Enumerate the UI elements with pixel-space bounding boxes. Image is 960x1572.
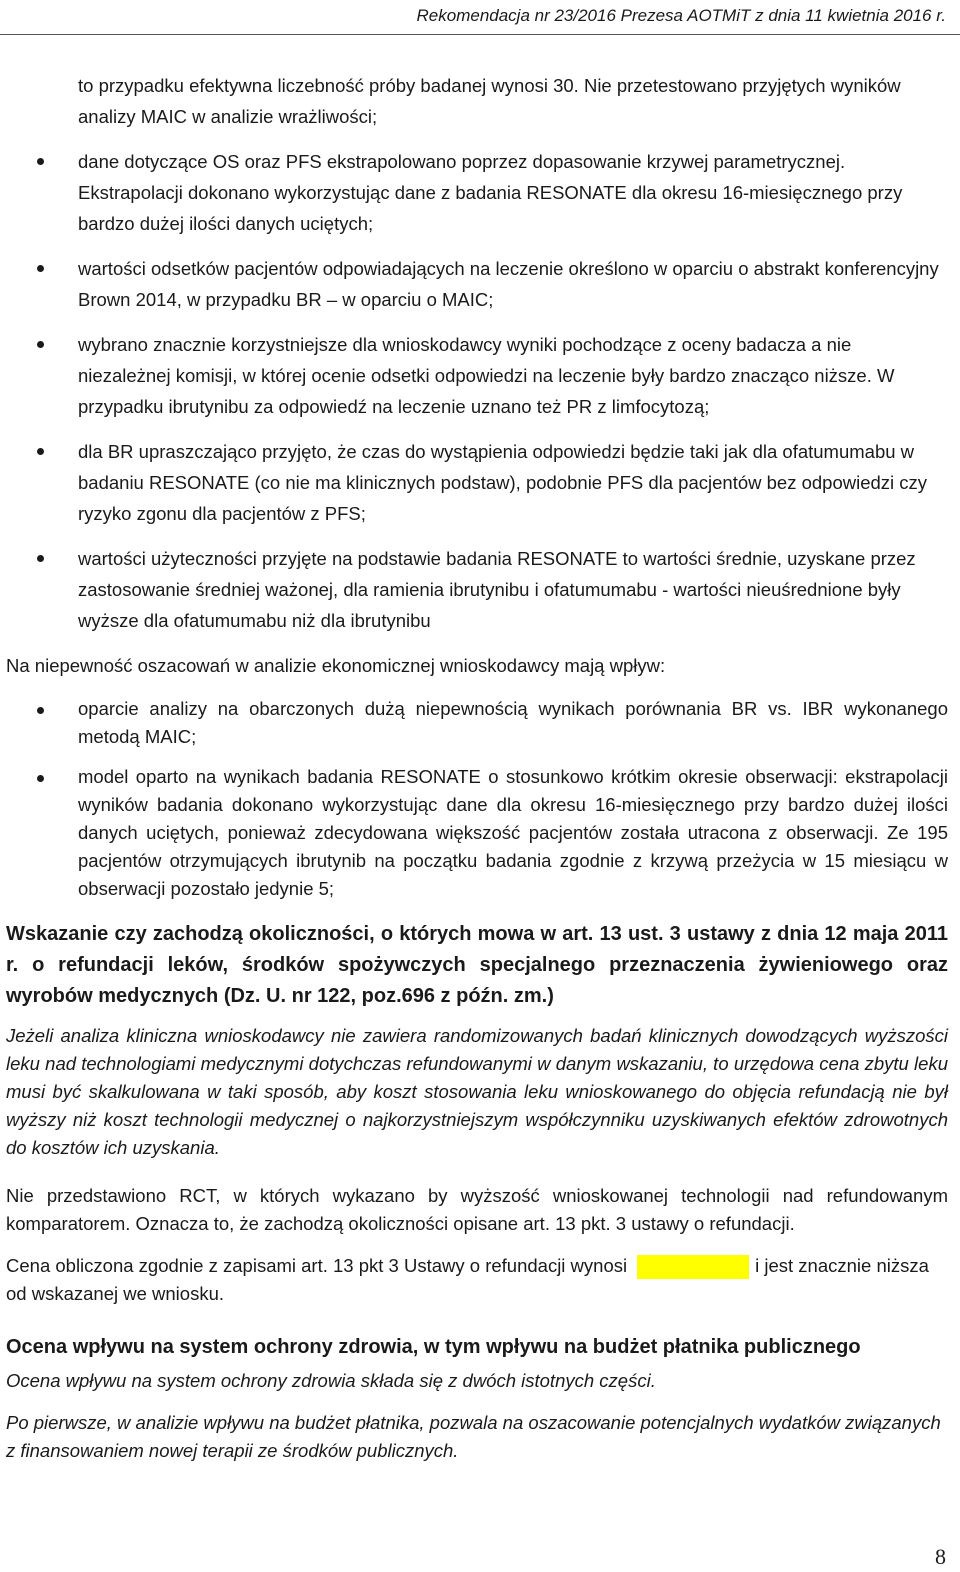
list-item-text: dla BR upraszczająco przyjęto, że czas do wystąpienia odpowiedzi będzie taki jak dla ofatumumabu w badaniu RESONATE (co nie ma klinicznych podstaw), podobnie PFS dla pacjentów bez odpowiedzi czy ryzyko zgonu dla pacjentów z PFS; xyxy=(78,441,928,524)
limitations-list xyxy=(6,70,948,636)
list-item xyxy=(6,329,948,422)
bullet-icon xyxy=(37,555,44,562)
list-item-text: wybrano znacznie korzystniejsze dla wnioskodawcy wyniki pochodzące z oceny badacza a nie niezależnej komisji, w której ocenie odsetki odpowiedzi na leczenie były bardzo znacząco niższe. W przypadku ibrutynibu za odpowiedź na leczenie uznano też PR z limfocytozą; xyxy=(78,334,895,417)
price-paragraph xyxy=(6,1252,948,1308)
list-item xyxy=(6,695,948,751)
list-item xyxy=(6,763,948,903)
bullet-icon xyxy=(37,707,44,714)
bullet-icon xyxy=(37,448,44,455)
bullet-icon xyxy=(37,158,44,165)
list-item xyxy=(6,70,948,132)
page-header: Rekomendacja nr 23/2016 Prezesa AOTMiT z dnia 11 kwietnia 2016 r. xyxy=(416,6,946,25)
section-heading-art13: Wskazanie czy zachodzą okoliczności, o których mowa w art. 13 ust. 3 ustawy z dnia 12 maja 2011 r. o refundacji leków, środków spożywczych specjalnego przeznaczenia żywieniowego oraz wyrobów medycznych (Dz. U. nr 122, poz.696 z późn. zm.) xyxy=(6,923,948,1007)
price-text-after: i jest znacznie niższa od wskazanej we wniosku. xyxy=(6,1255,929,1304)
list-item-text: wartości odsetków pacjentów odpowiadających na leczenie określono w oparciu o abstrakt konferencyjny Brown 2014, w przypadku BR – w oparciu o MAIC; xyxy=(78,258,939,310)
list-item xyxy=(6,146,948,239)
page-number: 8 xyxy=(935,1544,946,1569)
list-item xyxy=(6,253,948,315)
budget-impact-intro: Ocena wpływu na system ochrony zdrowia składa się z dwóch istotnych części. xyxy=(6,1370,656,1391)
bullet-icon xyxy=(37,265,44,272)
list-item-text: model oparto na wynikach badania RESONATE o stosunkowo krótkim okresie obserwacji: ekstrapolacji wyników badania dokonano wykorzystując dane dla okresu 16-miesięcznego przy bardzo dużej ilości danych uciętych, ponieważ zdecydowana większość pacjentów została utracona z obserwacji. Ze 195 pacjentów otrzymujących ibrutynib na początku badania zgodnie z krzywą przeżycia w 15 miesiącu w obserwacji pozostało jedynie 5; xyxy=(78,766,948,899)
document-body xyxy=(6,70,948,1479)
list-item-text: dane dotyczące OS oraz PFS ekstrapolowano poprzez dopasowanie krzywej parametrycznej. Ekstrapolacji dokonano wykorzystując dane z badania RESONATE dla okresu 16-miesięcznego przy bardzo dużej ilości danych uciętych; xyxy=(78,151,903,234)
list-item-text: to przypadku efektywna liczebność próby badanej wynosi 30. Nie przetestowano przyjętych wyników analizy MAIC w analizie wrażliwości; xyxy=(78,75,901,127)
bullet-icon xyxy=(37,775,44,782)
header-divider xyxy=(0,34,960,35)
uncertainty-list xyxy=(6,695,948,903)
budget-impact-first: Po pierwsze, w analizie wpływu na budżet płatnika, pozwala na oszacowanie potencjalnych wydatków związanych z finansowaniem nowej terapii ze środków publicznych. xyxy=(6,1412,941,1461)
list-item-text: oparcie analizy na obarczonych dużą niepewnością wynikach porównania BR vs. IBR wykonanego metodą MAIC; xyxy=(78,698,948,747)
list-item xyxy=(6,436,948,529)
price-text-before: Cena obliczona zgodnie z zapisami art. 13 pkt 3 Ustawy o refundacji wynosi xyxy=(6,1255,628,1276)
list-item-text: wartości użyteczności przyjęte na podstawie badania RESONATE to wartości średnie, uzyskane przez zastosowanie średniej ważonej, dla ramienia ibrutynibu i ofatumumabu - wartości nieuśrednione były wyższe dla ofatumumabu niż dla ibrutynibu xyxy=(78,548,916,631)
redacted-price-highlight xyxy=(637,1255,749,1279)
section-heading-budget-impact: Ocena wpływu na system ochrony zdrowia, w tym wpływu na budżet płatnika publicznego xyxy=(6,1336,861,1358)
uncertainty-intro: Na niepewność oszacowań w analizie ekonomicznej wnioskodawcy mają wpływ: xyxy=(6,655,666,676)
bullet-icon xyxy=(37,341,44,348)
rct-paragraph: Nie przedstawiono RCT, w których wykazano by wyższość wnioskowanej technologii nad refundowanym komparatorem. Oznacza to, że zachodzą okoliczności opisane art. 13 pkt. 3 ustawy o refundacji. xyxy=(6,1185,948,1234)
list-item xyxy=(6,543,948,636)
legal-requirement-text: Jeżeli analiza kliniczna wnioskodawcy nie zawiera randomizowanych badań klinicznych dowodzących wyższości leku nad technologiami medycznymi dotychczas refundowanymi w danym wskazaniu, to urzędowa cena zbytu leku musi być skalkulowana w taki sposób, aby koszt stosowania leku wnioskowanego do objęcia refundacją nie był wyższy niż koszt technologii medycznej o najkorzystniejszym współczynniku uzyskiwanych efektów zdrowotnych do kosztów ich uzyskania. xyxy=(6,1025,948,1158)
